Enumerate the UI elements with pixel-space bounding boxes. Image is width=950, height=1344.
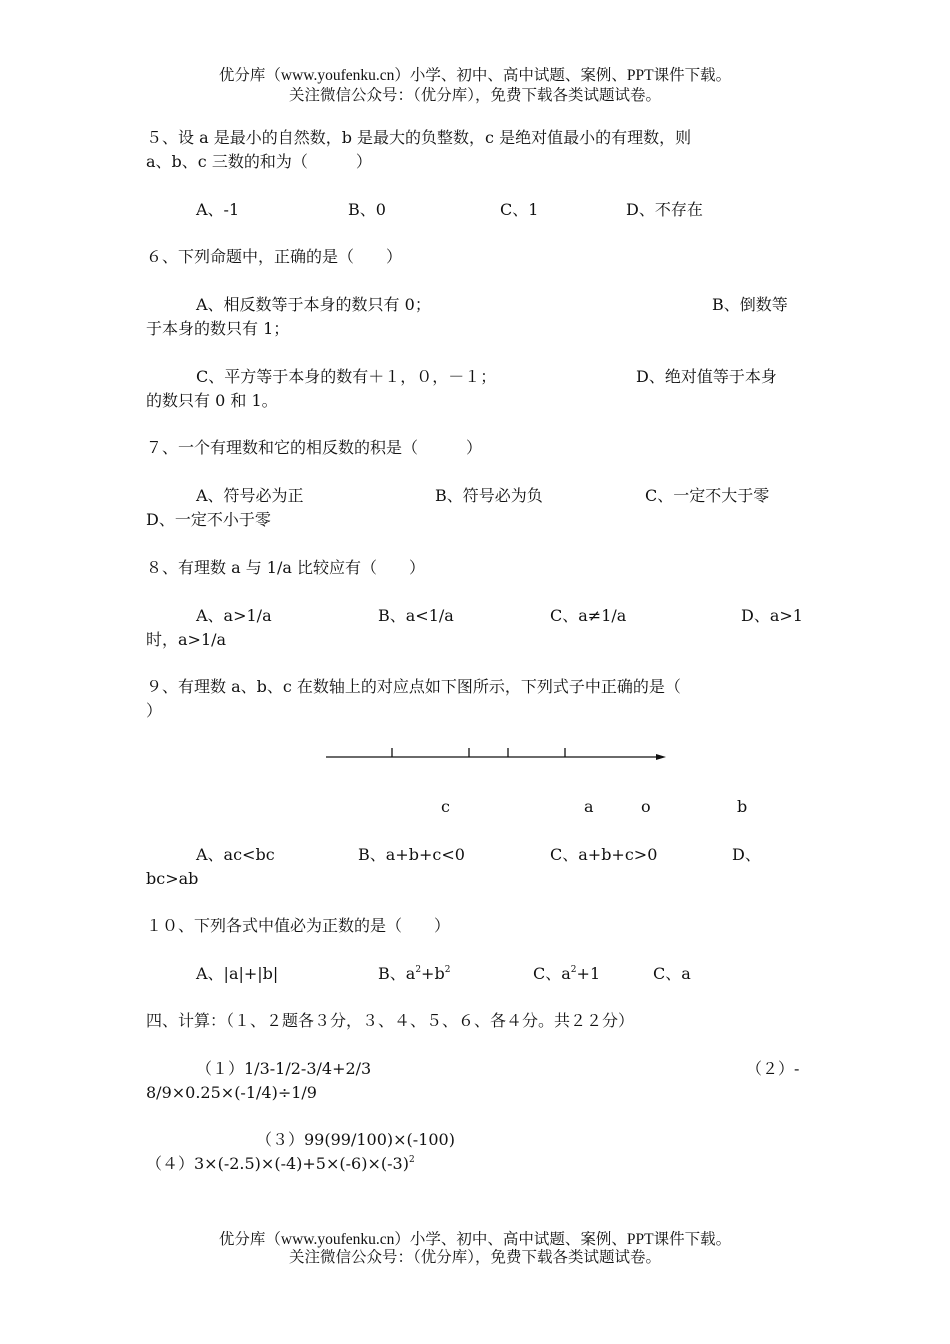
axis-label-c: c: [441, 797, 450, 816]
q10-option-a: A、|a|+|b|: [196, 964, 279, 983]
q8-stem: ８、有理数 a 与 1/a 比较应有（ ）: [146, 558, 425, 577]
axis-label-b: b: [737, 797, 748, 816]
q6-option-b-cont: 于本身的数只有 1；: [146, 319, 290, 338]
q10-option-d: C、a: [653, 964, 691, 983]
problem-1: （１）1/3-1/2-3/4+2/3: [196, 1059, 372, 1078]
problem-4-exponent: 2: [408, 1155, 415, 1165]
footer-line-1: 优分库（www.youfenku.cn）小学、初中、高中试题、案例、PPT课件下载。: [218, 1231, 732, 1248]
q10-option-c-post: +1: [576, 964, 601, 983]
q7-option-a: A、符号必为正: [196, 486, 304, 505]
q5-stem-line-1: ５、设 a 是最小的自然数，b 是最大的负整数，c 是绝对值最小的有理数，则: [146, 128, 692, 147]
number-line: [320, 744, 680, 768]
q8-option-c: C、a≠1/a: [550, 606, 627, 625]
problem-2-label: （２）-: [746, 1059, 800, 1078]
q8-option-d: D、a>1: [741, 606, 803, 625]
q6-stem: ６、下列命题中，正确的是（ ）: [146, 247, 403, 266]
q9-option-d: D、: [732, 845, 761, 864]
q5-option-d: D、不存在: [626, 200, 703, 219]
q9-stem-line-1: ９、有理数 a、b、c 在数轴上的对应点如下图所示，下列式子中正确的是（: [146, 677, 681, 696]
problem-2-expression: 8/9×0.25×(-1/4)÷1/9: [146, 1083, 317, 1102]
q9-option-c: C、a+b+c>0: [550, 845, 658, 864]
q6-option-d: D、绝对值等于本身: [636, 367, 777, 386]
footer-line-2: 关注微信公众号：（优分库），免费下载各类试题试卷。: [288, 1249, 661, 1266]
q6-option-c: C、平方等于本身的数有＋１，０，－１；: [196, 367, 497, 386]
q10-option-b-exp-2: 2: [444, 965, 451, 975]
q7-option-c: C、一定不大于零: [645, 486, 770, 505]
q10-option-b-exp-1: 2: [415, 965, 422, 975]
number-line-arrow-icon: [656, 754, 666, 760]
q10-option-c-base: C、a: [533, 964, 571, 983]
q8-option-d-cont: 时，a>1/a: [146, 630, 227, 649]
q5-option-c: C、1: [500, 200, 539, 219]
q9-option-d-cont: bc>ab: [146, 869, 199, 888]
q8-option-a: A、a>1/a: [196, 606, 272, 625]
q5-option-b: B、0: [348, 200, 386, 219]
problem-4: [146, 1154, 415, 1174]
q9-option-a: A、ac<bc: [196, 845, 275, 864]
q10-option-b: [378, 964, 450, 984]
header-line-1: 优分库（www.youfenku.cn）小学、初中、高中试题、案例、PPT课件下载。: [218, 67, 732, 84]
q7-stem: ７、一个有理数和它的相反数的积是（ ）: [146, 438, 483, 457]
q5-option-a: A、-1: [196, 200, 240, 219]
q8-option-b: B、a<1/a: [378, 606, 454, 625]
q6-option-b: B、倒数等: [712, 295, 788, 314]
q7-option-b: B、符号必为负: [435, 486, 543, 505]
q7-option-d: D、一定不小于零: [146, 510, 271, 529]
q5-stem-line-2: a、b、c 三数的和为（ ）: [146, 152, 372, 171]
problem-3: （３）99(99/100)×(-100): [256, 1130, 455, 1149]
problem-4-expression: （４）3×(-2.5)×(-4)+5×(-6)×(-3): [146, 1154, 409, 1173]
q10-option-b-base: B、a: [378, 964, 416, 983]
q6-option-a: A、相反数等于本身的数只有 0；: [196, 295, 431, 314]
q10-option-b-mid: +b: [421, 964, 445, 983]
q10-option-c-exp: 2: [570, 965, 577, 975]
q9-stem-line-2: ）: [146, 701, 163, 720]
axis-label-o: o: [641, 797, 651, 816]
axis-label-a: a: [584, 797, 594, 816]
header-line-2: 关注微信公众号：（优分库），免费下载各类试题试卷。: [288, 87, 661, 104]
q10-stem: １０、下列各式中值必为正数的是（ ）: [146, 916, 451, 935]
q10-option-c: [533, 964, 600, 984]
q6-option-d-cont: 的数只有 0 和 1。: [146, 391, 278, 410]
section-4-title: 四、计算：（１、２题各３分，３、４、５、６、各４分。共２２分）: [146, 1011, 635, 1030]
q9-option-b: B、a+b+c<0: [358, 845, 465, 864]
